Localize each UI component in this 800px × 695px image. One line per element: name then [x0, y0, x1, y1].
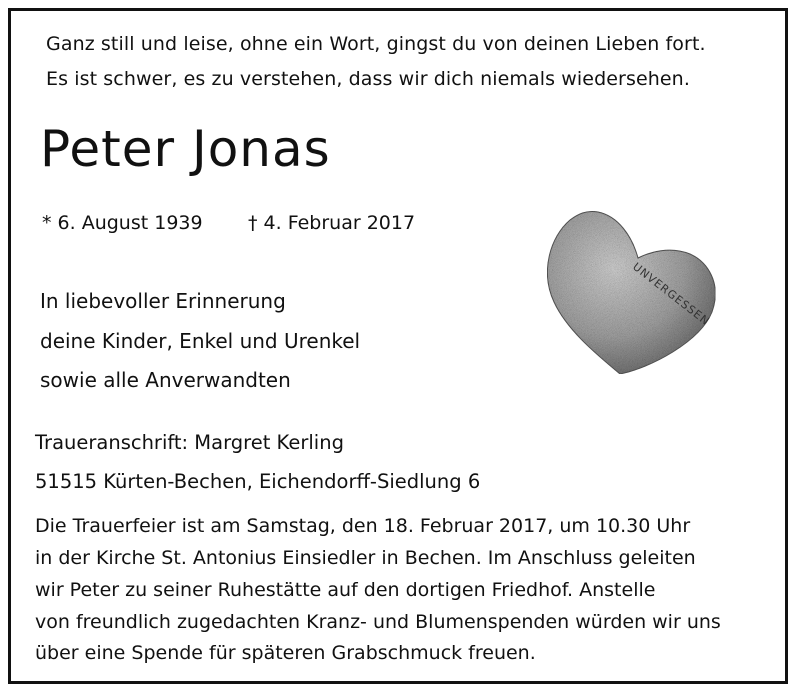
- service-text-line-3: wir Peter zu seiner Ruhestätte auf den dortigen Friedhof. Anstelle: [35, 579, 656, 601]
- signature-line-1: In liebevoller Erinnerung: [40, 289, 286, 313]
- stone-heart-image: [540, 192, 720, 382]
- death-date: † 4. Februar 2017: [248, 212, 416, 234]
- signature-line-3: sowie alle Anverwandten: [40, 368, 291, 392]
- service-text-line-4: von freundlich zugedachten Kranz- und Blumenspenden würden wir uns: [35, 611, 721, 633]
- address-line-1: Traueranschrift: Margret Kerling: [35, 431, 344, 454]
- birth-date: * 6. August 1939: [42, 212, 203, 234]
- service-text-line-5: über eine Spende für späteren Grabschmuck freuen.: [35, 642, 536, 664]
- deceased-name: Peter Jonas: [40, 120, 331, 178]
- service-text-line-2: in der Kirche St. Antonius Einsiedler in Bechen. Im Anschluss geleiten: [35, 547, 696, 569]
- signature-line-2: deine Kinder, Enkel und Urenkel: [40, 329, 361, 353]
- verse-line-2: Es ist schwer, es zu verstehen, dass wir dich niemals wiedersehen.: [46, 68, 690, 90]
- address-line-2: 51515 Kürten-Bechen, Eichendorff-Siedlung 6: [35, 470, 481, 493]
- service-text-line-1: Die Trauerfeier ist am Samstag, den 18. Februar 2017, um 10.30 Uhr: [35, 515, 691, 537]
- heart-engraving: UNVERGESSEN: [630, 260, 713, 329]
- verse-line-1: Ganz still und leise, ohne ein Wort, gingst du von deinen Lieben fort.: [46, 33, 706, 55]
